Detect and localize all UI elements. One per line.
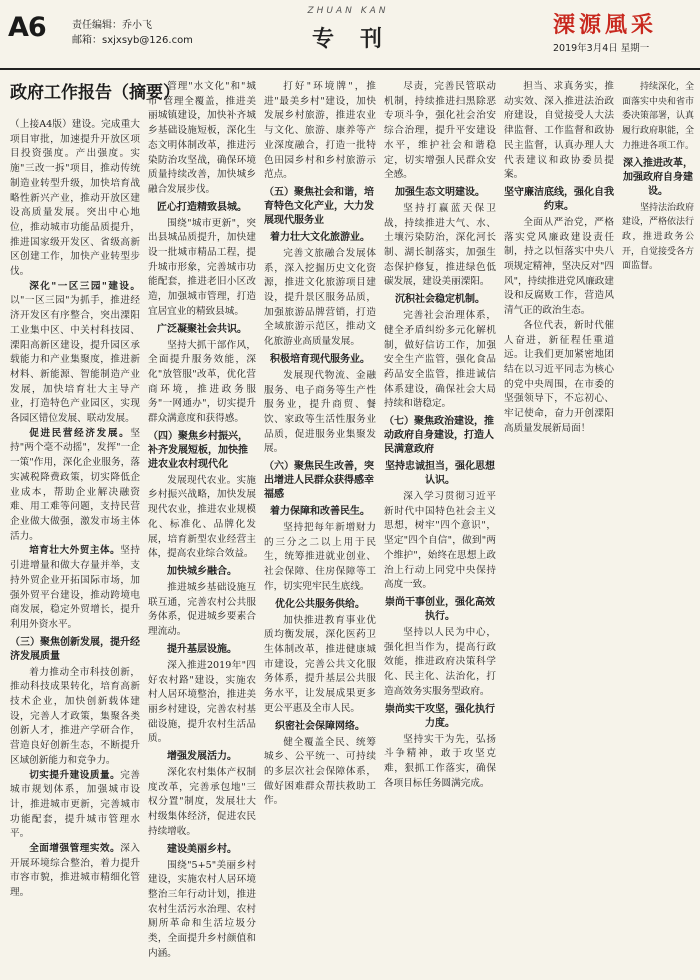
paragraph: 发展现代农业。实施乡村振兴战略，加快发展现代农业，推进农业规模化、标准化、品牌化发展，培育新型农业经营主体，提高农业综合效益。	[148, 474, 256, 560]
paragraph-lead: 深化"一区三园"建设。	[29, 280, 140, 292]
editor-info	[72, 18, 193, 48]
editor-email: 邮箱：sxjxsyb@126.com	[72, 35, 193, 46]
paragraph: 坚持把每年新增财力的三分之二以上用于民生，统筹推进就业创业、社会保障、住房保障等工作，切实兜牢民生底线。	[264, 522, 376, 592]
subheading: 加快城乡融合。	[167, 565, 237, 577]
subheading: 坚守廉洁底线，强化自我约束。	[504, 186, 614, 212]
paragraph: 打好"环境牌"，推进"最美乡村"建设，加快发展乡村旅游，推进农业与文化、旅游、康养等产业深度融合，打造一批特色田园乡村和乡村旅游示范点。	[264, 81, 376, 181]
paragraph: 健全覆盖全民、统筹城乡、公平统一、可持续的多层次社会保障体系，做好困难群众帮扶救助工作。	[264, 736, 376, 807]
paragraph: 坚持引进增量和做大存量并举，支持外贸企业开拓国际市场，加强外贸平台建设，推动跨境电商发展，稳定外贸增长，提升利用外资水平。	[10, 545, 140, 630]
continued-from: （上接A4版）	[10, 119, 72, 130]
section-label	[258, 6, 438, 53]
paragraph-lead: 培育壮大外贸主体。	[29, 545, 121, 557]
subheading: 建设美丽乡村。	[167, 843, 237, 855]
paragraph: 全面从严治党，严格落实党风廉政建设责任制，持之以恒落实中央八项规定精神，坚决反对"四风"，持续推进党风廉政建设和反腐败工作，营造风清气正的政治生态。	[504, 216, 614, 317]
subheading: 匠心打造精致县城。	[157, 201, 247, 213]
section-heading: （六）聚焦民生改善，突出增进人民群众获得感幸福感	[264, 461, 374, 501]
subheading: 着力保障和改善民生。	[270, 506, 370, 518]
paragraph: 加快推进教育事业优质均衡发展，深化医药卫生体制改革，推进健康城市建设，完善公共文化服务体系，提升基层公共服务水平，让发展成果更多更公平惠及全市人民。	[264, 614, 376, 714]
text-column-1	[10, 118, 140, 970]
subheading: 崇尚干事创业，强化高效执行。	[385, 596, 495, 622]
paragraph: 管理"水文化"和"城市"管理全覆盖，推进美丽城镇建设，加快补齐城乡基础设施短板，深化生态文明体制改革，推进污染防治攻坚战，确保环境质量持续改善，加快城乡融合发展步伐。	[148, 81, 256, 195]
subheading: 沉积社会稳定机制。	[395, 294, 485, 306]
section-heading: （七）聚焦政治建设，推动政府自身建设，打造人民满意政府	[384, 416, 494, 456]
paragraph: 坚持实干为先，弘扬斗争精神，敢于攻坚克难，狠抓工作落实，确保各项目标任务圆满完成。	[384, 733, 496, 789]
paragraph: 深化农村集体产权制度改革，完善承包地"三权分置"制度，发展壮大村级集体经济，促进农民持续增收。	[148, 767, 256, 837]
paragraph: 坚持大抓干部作风，全面提升服务效能，深化"放管服"改革，优化营商环境，推进政务服务"一网通办"，切实提升群众满意度和获得感。	[148, 339, 256, 425]
subheading: 坚持忠诚担当，强化思想认识。	[385, 461, 495, 487]
subheading: 织密社会保障网络。	[275, 720, 365, 732]
subheading: 提升基层设施。	[167, 643, 237, 655]
text-column-6	[622, 80, 694, 970]
text-column-5	[504, 80, 614, 970]
paragraph: 深入学习贯彻习近平新时代中国特色社会主义思想，树牢"四个意识"，坚定"四个自信"，做到"两个维护"，始终在思想上政治上行动上同党中央保持高度一致。	[384, 491, 496, 591]
text-column-3	[264, 80, 376, 970]
subheading: 着力壮大文化旅游业。	[270, 231, 370, 243]
paragraph: 坚持打赢蓝天保卫战，持续推进大气、水、土壤污染防治，深化河长制、湖长制落实，加强生态保护修复，推进绿色低碳发展，建设美丽溧阳。	[384, 202, 496, 288]
paragraph-lead: 促进民营经济发展。	[29, 427, 131, 439]
paragraph: 着力推动全市科技创新，推动科技成果转化，培育高新技术企业，加快创新载体建设，完善人才政策，集聚各类创新人才，推进产学研合作，营造良好创新生态，不断提升区域创新能力和竞争力。	[10, 666, 140, 766]
editor-name: 责任编辑：乔小飞	[72, 20, 152, 31]
paragraph: 担当、求真务实，推动实效、深入推进法治政府建设，自觉接受人大法律监督、工作监督和政协民主监督，认真办理人大代表建议和政协委员提案。	[504, 81, 614, 181]
paragraph: 坚持以人民为中心，强化担当作为，提高行政效能，推进政府决策科学化、民主化、法治化，打造高效务实服务型政府。	[384, 626, 496, 697]
paragraph: 深入开展环境综合整治，着力提升市容市貌，推进城市精细化管理。	[10, 843, 140, 899]
page-header	[0, 0, 700, 70]
paragraph: 完善文旅融合发展体系，深入挖掘历史文化资源，推进文化旅游项目建设，提升景区服务品质，加强旅游品牌营销，打造全域旅游示范区，推动文化旅游业高质量发展。	[264, 247, 376, 348]
section-heading: （五）聚焦社会和谐，培育特色文化产业，大力发展现代服务业	[264, 186, 374, 226]
subheading: 增强发展活力。	[167, 751, 237, 763]
paragraph: 推进城乡基础设施互联互通，完善农村公共服务体系，促进城乡要素合理流动。	[148, 581, 256, 638]
subheading: 优化公共服务供给。	[275, 598, 365, 610]
paragraph: 持续深化，全面落实中央和省市委决策部署，认真履行政府职能，全力推进各项工作。	[622, 82, 694, 151]
header-divider	[0, 68, 700, 70]
text-column-4	[384, 80, 496, 970]
paragraph: 深入推进2019年"四好农村路"建设，实施农村人居环境整治，推进美丽乡村建设，完善农村基础设施，提升农村生活品质。	[148, 659, 256, 745]
paragraph: 完善社会治理体系，健全矛盾纠纷多元化解机制，做好信访工作，加强安全生产监管，强化食品药品安全监管，推进诚信体系建设，确保社会大局持续和谐稳定。	[384, 310, 496, 410]
paragraph: 各位代表，新时代催人奋进，新征程任重道远。让我们更加紧密地团结在以习近平同志为核心的党中央周围，在市委的坚强领导下，不忘初心、牢记使命，奋力开创溧阳高质量发展新局面！	[504, 319, 614, 434]
section-heading: （四）聚焦乡村振兴，补齐发展短板，加快推进农业农村现代化	[148, 430, 248, 470]
text-column-2	[148, 80, 256, 970]
paragraph: 围绕"5+5"美丽乡村建设，实施农村人居环境整治三年行动计划，推进农村生活污水治理、农村厕所革命和生活垃圾分类，全面提升乡村颜值和内涵。	[148, 859, 256, 959]
paragraph: 坚持法治政府建设，严格依法行政，推进政务公开，自觉接受各方面监督。	[622, 202, 694, 272]
subheading: 崇尚实干攻坚，强化执行力度。	[385, 703, 495, 729]
paragraph: 完善城市规划体系，加强城市设计，推进城市更新，完善城市功能配套，提升城市管理水平。	[10, 769, 140, 840]
paragraph: 尽责，完善民管联动机制，持续推进扫黑除恶专项斗争，强化社会治安综合治理，提升平安建设水平，维护社会和谐稳定，切实增强人民群众安全感。	[384, 81, 496, 181]
subheading: 广泛凝聚社会共识。	[157, 323, 247, 335]
issue-date: 2019年3月4日 星期一	[553, 43, 650, 54]
subheading: 积极培育现代服务业。	[270, 353, 370, 365]
paragraph-lead: 全面增强管理实效。	[29, 843, 121, 855]
paragraph: 以"一区三园"为抓手，推进经济开发区有序整合，突出溧阳工业集中区、中关村科技园、溧阳高新区建设，提升园区承载能力和产业集聚度，推进新材料、新能源、智能制造产业发展，加快培育壮大主导产业，打造特色产业园区，实现各园区错位发展、联动发展。	[10, 295, 140, 425]
paragraph: 坚持"两个毫不动摇"，发挥"一企一策"作用，深化企业服务，落实减税降费政策，切实降低企业成本，帮助企业解决融资难、用工难等问题，支持民营企业做大做强，激发市场主体活力。	[10, 427, 140, 542]
subheading: 加强生态文明建设。	[395, 186, 485, 198]
section-title: 专刊	[311, 26, 408, 52]
section-latin: ZHUAN KAN	[307, 6, 389, 16]
article-headline: 政府工作报告（摘要）	[10, 83, 180, 103]
newspaper-name: 溧源風采	[553, 12, 658, 38]
section-heading: （三）聚焦创新发展，提升经济发展质量	[10, 636, 140, 662]
paragraph: 建设。完成重大项目审批，加速提升开放区项目投资强度。产出强度。实施"三改一拆"项目，推动传统制造业转型升级，加快培育战略性新兴产业，推动开放区建设高质量发展。突出中心地位，推动城市功能品质提升，推进国家级开发区、省级高新区创建工作，加快产业转型步伐。	[10, 119, 140, 278]
subheading: 深入推进改革，加强政府自身建设。	[623, 157, 693, 197]
paragraph: 围绕"城市更新"，突出县城品质提升，加快建设一批城市精品工程，提升城市形象，完善城市功能配套，推进老旧小区改造，加强城市管理，打造宜居宜业的精致县城。	[148, 217, 256, 317]
paragraph-lead: 切实提升建设质量。	[29, 769, 121, 781]
page-number: A6	[8, 12, 46, 43]
paragraph: 发展现代物流、金融服务、电子商务等生产性服务业，提升商贸、餐饮、家政等生活性服务业品质，促进服务业集聚发展。	[264, 369, 376, 455]
